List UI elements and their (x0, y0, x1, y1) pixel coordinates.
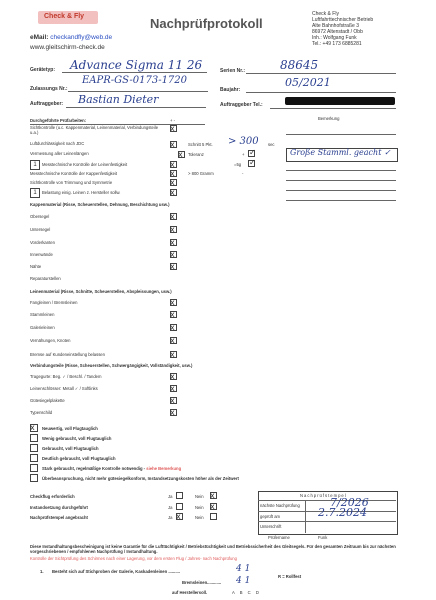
check-mark: x (170, 262, 175, 271)
footer-number: 1. (40, 569, 44, 574)
nein-label: Nein (195, 505, 204, 510)
check-mark: x (170, 384, 175, 393)
check-mark: x (170, 238, 175, 247)
inspection-item: Belastung einig. Leinen z. Hersteller sollw. (42, 190, 121, 195)
footer-rolltext: R = Rollfest (278, 574, 302, 579)
disclaimer-text: Diese Instandhaltungsbescheinigung ist keine Garantie für die Lufttüchtigkeit / Betriebstüchtigkeit und Betriebssicherheit des Gleitsegels. Für den gesamten Zeitraum bis zur nächsten vorgeschriebenen / empfohlenen Nachprüfung / Instandhaltung. (30, 544, 396, 554)
baujahr-label: Baujahr: (220, 87, 241, 93)
ja-checkbox[interactable] (176, 503, 183, 510)
trimm-number-box: 1 (30, 188, 40, 198)
check-mark: x (170, 323, 175, 332)
website-link[interactable]: www.gleitschirm-check.de (30, 44, 105, 51)
auftraggeber-value: Bastian Dieter (78, 93, 159, 106)
check-mark: x (170, 336, 175, 345)
pruefername-value: Funk (318, 535, 328, 540)
inspection-item: Sichtkontrolle von Trimmung und Symmetrie (30, 180, 113, 185)
serien-value: 88645 (280, 58, 319, 72)
pruefername-label: Prüfername (268, 535, 290, 540)
check-mark: x (178, 150, 183, 159)
inspection-item: Messtechnische Kontrolle der Kappenfestigkeit (30, 171, 118, 176)
geprueft-value: 2.7.2024 (318, 506, 367, 519)
leinen-heading: Leinenmaterial (Risse, Schnitte, Scheuerstellen, Abspleissungen, usw.) (30, 289, 172, 294)
condition-item: Stark gebraucht, regelmäßige Kontrolle notwendig - siehe Bemerkung (42, 466, 182, 471)
check-mark: x (170, 160, 175, 169)
disclaimer-red: Kontrolle der Sichtprüfung des Schirmes nach einer Lagerung, vor dem ersten Flug / Jahres- nach Nachprüfung (30, 556, 237, 561)
check-mark: x (210, 491, 215, 500)
kappe-item: Nähte (30, 264, 42, 269)
footer-val2: 4 1 (236, 576, 251, 586)
condition-checkbox[interactable] (30, 474, 38, 482)
kappe-item: Innenwände (30, 252, 53, 257)
check-mark: x (170, 310, 175, 319)
schnitt-value: > 300 (228, 136, 259, 147)
geraetetyp-label: Gerätetyp: (30, 67, 56, 73)
schnitt-label: Schnitt 5 Pkt. (188, 142, 213, 147)
toleranz-minus: - (242, 171, 244, 176)
bemerkung-label: Bemerkung (318, 116, 340, 121)
condition-item: Deutlich gebraucht, voll Flugtauglich (42, 456, 116, 461)
check-mark: x (170, 396, 175, 405)
check-mark: x (170, 178, 175, 187)
check-mark: x (210, 502, 215, 511)
kappe-item: Reparaturstellen (30, 276, 61, 281)
footer-bremsleinen: Bremsleinen............ (182, 580, 222, 585)
check-row-label: Checkflug erforderlich (30, 494, 75, 499)
check-mark: ✓ (249, 148, 256, 157)
condition-item: Gebraucht, voll Flugtauglich (42, 446, 99, 451)
leinen-item: Vernähungen, Knoten (30, 338, 71, 343)
kappe-heading: Kappenmaterial (Risse, Scheuerstellen, Dehnung, Beschichtung usw.) (30, 202, 170, 207)
company-address: Check & Fly Luftfahrttechnischer Betrieb Alte Bahnhofstraße 3 86972 Altenstadt / Obb Inh.: Wolfgang Funk Tel.: +49 173 6885281 (312, 11, 374, 47)
check-mark: x (170, 140, 175, 149)
check-mark: x (170, 350, 175, 359)
verbindung-heading: Verbindungsteile (Risse, Scheuerstellen, Schwergängigkeit, Vollständigkeit, usw.) (30, 363, 193, 368)
check-mark: x (170, 212, 175, 221)
ja-checkbox[interactable] (176, 492, 183, 499)
massnahme-prefix: =5g (234, 162, 242, 167)
condition-item: Wenig gebraucht, voll Flugtauglich (42, 436, 112, 441)
verbindung-item: Typenschild (30, 410, 53, 415)
baujahr-value: 05/2021 (285, 76, 331, 89)
check-mark: x (30, 423, 35, 432)
remark-text: Große Stamml. geacht ✓ (290, 148, 391, 157)
check-mark: x (170, 124, 175, 133)
toleranz-label: Toleranz (188, 152, 204, 157)
leinen-item: Fangleinen / Bremsleinen (30, 300, 78, 305)
check-mark: x (170, 250, 175, 259)
red-note: siehe Bemerkung (146, 466, 182, 471)
check-mark: x (170, 169, 175, 178)
leinen-number-box: 1 (30, 160, 40, 170)
check-mark: x (170, 408, 175, 417)
check-mark: x (170, 372, 175, 381)
condition-checkbox[interactable] (30, 434, 38, 442)
nein-label: Nein (195, 494, 204, 499)
verbindung-item: Leinenschlösser: Metall ✓ / Softlinks (30, 386, 98, 391)
leinen-item: Galerieleinen (30, 325, 55, 330)
toleranz-plus: + (242, 152, 245, 157)
ja-label: Ja (168, 505, 173, 510)
leinen-item: Bremse auf Kundeneinstellung belassen (30, 352, 105, 357)
gramm-label: > 800 Gramm (188, 171, 214, 176)
condition-item: Überbeanspruchung, nicht mehr gütesiegelkonform, Instandsetzungskosten höher als der Zeitwert (42, 476, 239, 481)
zulassungs-label: Zulassungs Nr.: (30, 86, 68, 92)
check-mark: ✓ (249, 158, 256, 167)
kappe-item: Vorderkanten (30, 240, 55, 245)
inspection-item: Luftdurchlässigkeit nach JDC (30, 141, 85, 146)
inspection-item: Messtechnische Kontrolle der Leinenfestigkeit (42, 162, 128, 167)
nein-checkbox[interactable] (210, 513, 217, 520)
sec-label: sec (268, 142, 275, 147)
leinen-item: Stammleinen (30, 312, 55, 317)
email-line: eMail: checkandfly@web.de (30, 34, 113, 41)
verbindung-item: Tragegurte: Beg. ✓ / Beschl. / Tandem (30, 374, 102, 379)
stempel-row: geprüft am (260, 514, 281, 519)
footer-letters: A B C D (232, 590, 261, 595)
redacted-phone (285, 97, 395, 105)
condition-checkbox[interactable] (30, 454, 38, 462)
kappe-item: Obersegel (30, 214, 50, 219)
serien-label: Serien Nr.: (220, 68, 246, 74)
plus-minus-header: + - (170, 118, 176, 123)
check-mark: x (170, 188, 175, 197)
kappe-item: Untersegel (30, 227, 51, 232)
check-row-label: Nachprüfstempel angebracht (30, 515, 88, 520)
check-mark: x (176, 512, 181, 521)
footer-val1: 4 1 (236, 564, 251, 574)
stempel-row: nächste Nachprüfung (260, 503, 300, 508)
check-mark: x (170, 298, 175, 307)
condition-checkbox[interactable] (30, 444, 38, 452)
stempel-title: Nachprüfstempel (300, 493, 347, 498)
zulassungs-value: EAPR-GS-0173-1720 (82, 75, 188, 86)
ja-label: Ja (168, 515, 173, 520)
stempel-row: Unterschrift (260, 524, 282, 529)
logo-text: Check & Fly (44, 13, 85, 20)
inspection-item: Sichtkontrolle (u.c. Kappenmaterial, Leinenmaterial, Verbindungsteile u.a.) (30, 125, 159, 135)
inspection-heading: Durchgeführte Prüfarbeiten: (30, 118, 87, 123)
condition-checkbox[interactable] (30, 464, 38, 472)
footer-hersteller: auf Herstellersoll. (172, 590, 208, 595)
nein-label: Nein (195, 515, 204, 520)
naechste-value: 7/2026 (330, 496, 369, 509)
ja-label: Ja (168, 494, 173, 499)
email-link[interactable]: checkandfly@web.de (50, 34, 113, 41)
footer-item: Besteht sich auf Stichproben der Galerie, Kaskadenleinen .......... (52, 569, 180, 574)
verbindung-item: Gütesiegelplakette (30, 398, 65, 403)
check-row-label: Instandsetzung durchgeführt (30, 505, 88, 510)
inspection-item: Vermessung aller Leinenlängen (30, 151, 89, 156)
auftraggeber-tel-label: Auftraggeber Tel.: (220, 102, 263, 108)
page-title: Nachprüfprotokoll (150, 16, 263, 31)
check-mark: x (170, 225, 175, 234)
geraetetyp-value: Advance Sigma 11 26 (70, 58, 203, 72)
condition-item: Neuwertig, voll Flugtauglich (42, 426, 98, 431)
auftraggeber-label: Auftraggeber: (30, 101, 64, 107)
